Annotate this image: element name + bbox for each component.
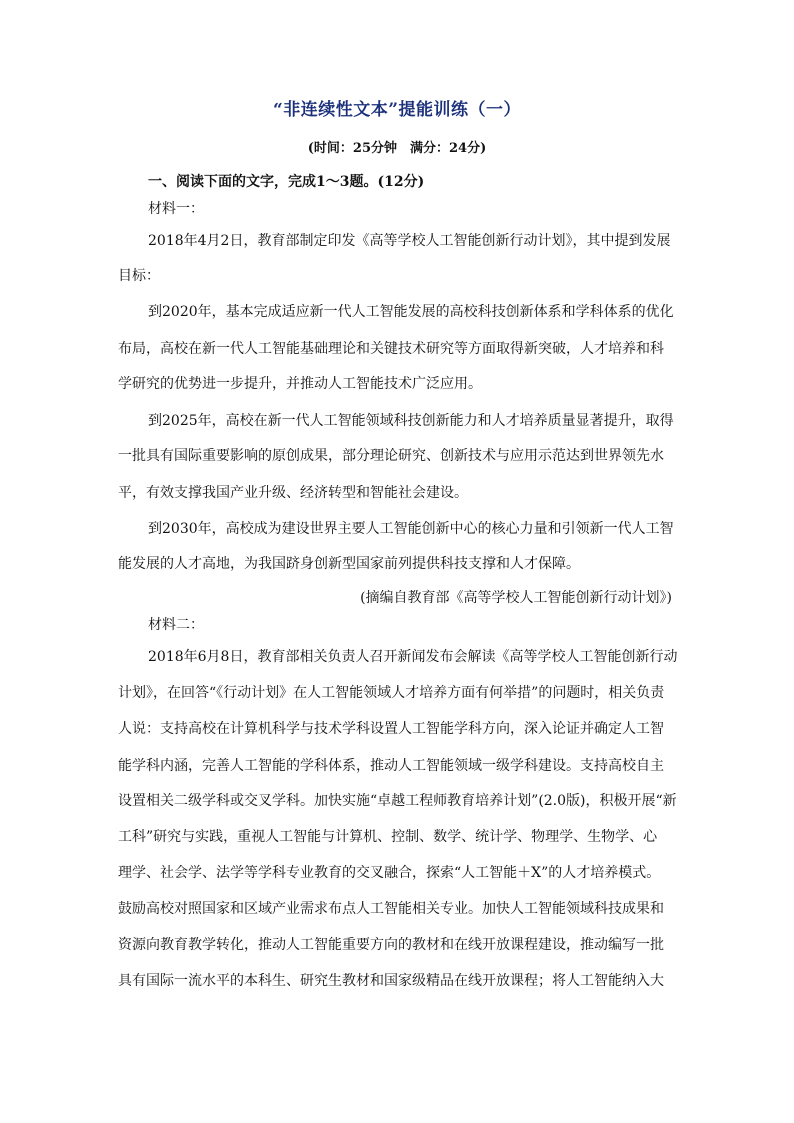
material2-line: 计划》，在回答“《行动计划》在人工智能领域人才培养方面有何举措”的问题时，相关负责	[118, 685, 665, 701]
material2-line: 资源向教育教学转化，推动人工智能重要方向的教材和在线开放课程建设，推动编写一批	[118, 937, 664, 953]
material2-line: 工科”研究与实践，重视人工智能与计算机、控制、数学、统计学、物理学、生物学、心	[118, 829, 658, 845]
material1-source: (摘编自教育部《高等学校人工智能创新行动计划》)	[360, 590, 672, 606]
material2-line: 设置相关二级学科或交叉学科。加快实施“卓越工程师教育培养计划”(2.0版)，积极开展“新	[118, 793, 677, 809]
material1-line: 学研究的优势进一步提升，并推动人工智能技术广泛应用。	[118, 376, 482, 392]
material1-line: 平，有效支撑我国产业升级、经济转型和智能社会建设。	[118, 485, 468, 501]
material2-line: 理学、社会学、法学等学科专业教育的交叉融合，探索“人工智能＋X”的人才培养模式。	[118, 865, 661, 881]
page-title: “非连续性文本”提能训练（一）	[272, 100, 522, 120]
material1-line: 到2020年，基本完成适应新一代人工智能发展的高校科技创新体系和学科体系的优化	[148, 304, 674, 320]
material1-line: 一批具有国际重要影响的原创成果，部分理论研究、创新技术与应用示范达到世界领先水	[118, 448, 664, 464]
material2-line: 具有国际一流水平的本科生、研究生教材和国家级精品在线开放课程；将人工智能纳入大	[118, 973, 664, 989]
section-heading: 一、阅读下面的文字，完成1～3题。(12分)	[148, 174, 425, 190]
material1-line: 目标：	[118, 268, 160, 284]
material1-line: 能发展的人才高地，为我国跻身创新型国家前列提供科技支撑和人才保障。	[118, 556, 580, 572]
material1-line: 2018年4月2日，教育部制定印发《高等学校人工智能创新行动计划》，其中提到发展	[148, 233, 671, 249]
material2-line: 人说：支持高校在计算机科学与技术学科设置人工智能学科方向，深入论证并确定人工智	[118, 721, 664, 737]
material1-label: 材料一：	[148, 201, 204, 217]
material1-line: 布局，高校在新一代人工智能基础理论和关键技术研究等方面取得新突破，人才培养和科	[118, 341, 664, 357]
material2-line: 能学科内涵，完善人工智能的学科体系，推动人工智能领域一级学科建设。支持高校自主	[118, 758, 664, 774]
material1-line: 到2030年，高校成为建设世界主要人工智能创新中心的核心力量和引领新一代人工智	[148, 521, 674, 537]
material2-label: 材料二：	[148, 617, 204, 633]
time-score-info: (时间：25分钟 满分：24分)	[307, 141, 487, 156]
material2-line: 鼓励高校对照国家和区域产业需求布点人工智能相关专业。加快人工智能领域科技成果和	[118, 901, 664, 917]
material2-line: 2018年6月8日，教育部相关负责人召开新闻发布会解读《高等学校人工智能创新行动	[148, 649, 678, 665]
material1-line: 到2025年，高校在新一代人工智能领域科技创新能力和人才培养质量显著提升，取得	[148, 413, 674, 429]
